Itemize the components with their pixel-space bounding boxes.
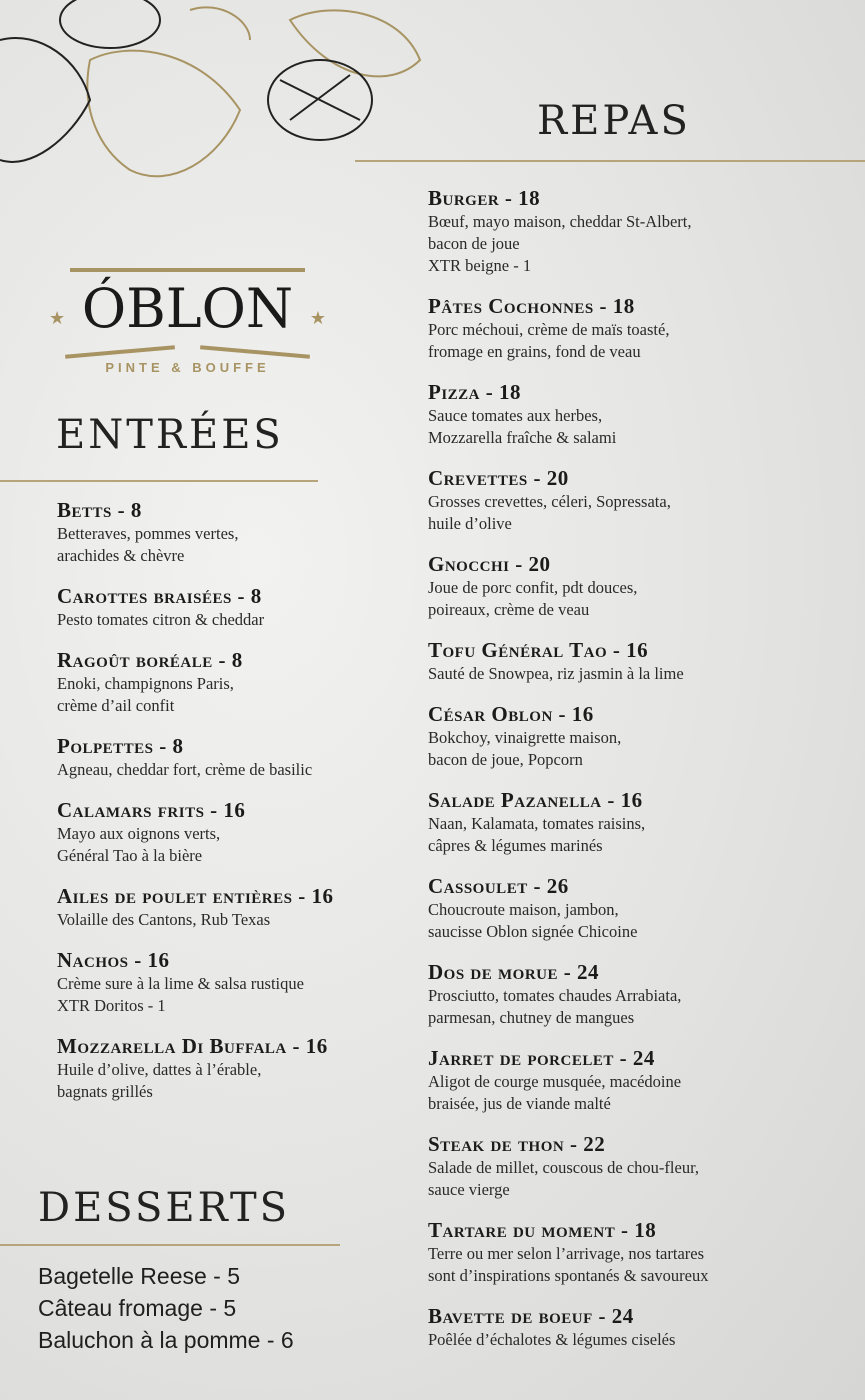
dessert-item: Câteau fromage - 5 [38, 1295, 237, 1321]
menu-item [57, 798, 397, 867]
menu-item [428, 186, 863, 277]
menu-item-title: Ragoût boréale - 8 [57, 648, 243, 672]
menu-item-description: Choucroute maison, jambon, saucisse Oblon signée Chicoine [428, 900, 638, 941]
menu-item-description: Aligot de courge musquée, macédoine braisée, jus de viande malté [428, 1072, 682, 1113]
menu-item-title: Tartare du moment - 18 [428, 1218, 657, 1242]
menu-item [428, 466, 863, 535]
menu-item-title: Steak de thon - 22 [428, 1132, 606, 1156]
menu-item [57, 884, 397, 931]
star-icon: ★ [309, 308, 326, 328]
menu-item [428, 294, 863, 363]
menu-item-title: Carottes braisées - 8 [57, 584, 262, 608]
menu-item-description: Pesto tomates citron & cheddar [57, 610, 265, 629]
menu-item-description: Prosciutto, tomates chaudes Arrabiata, parmesan, chutney de mangues [428, 986, 682, 1027]
menu-item [57, 584, 397, 631]
entrees-list [57, 498, 397, 1120]
menu-item [428, 874, 863, 943]
menu-item [57, 948, 397, 1017]
menu-item-description: Enoki, champignons Paris, crème d’ail confit [57, 674, 234, 715]
menu-item [57, 648, 397, 717]
menu-item-title: Cassoulet - 26 [428, 874, 569, 898]
hops-illustration [0, 0, 430, 210]
menu-item-description: Grosses crevettes, céleri, Sopressata, huile d’olive [428, 492, 671, 533]
logo-tagline: PINTE & BOUFFE [105, 360, 270, 375]
menu-item-description: Salade de millet, couscous de chou-fleur, sauce vierge [428, 1158, 700, 1199]
menu-item-description: Agneau, cheddar fort, crème de basilic [57, 760, 313, 779]
menu-item-description: Bœuf, mayo maison, cheddar St-Albert, bacon de joue XTR beigne - 1 [428, 212, 692, 275]
menu-item [428, 638, 863, 685]
menu-item-title: Salade Pazanella - 16 [428, 788, 643, 812]
dessert-item: Bagetelle Reese - 5 [38, 1263, 241, 1289]
menu-item [428, 1218, 863, 1287]
menu-item-description: Crème sure à la lime & salsa rustique XTR Doritos - 1 [57, 974, 304, 1015]
dessert-item: Baluchon à la pomme - 6 [38, 1327, 294, 1353]
menu-item-description: Bokchoy, vinaigrette maison, bacon de joue, Popcorn [428, 728, 622, 769]
menu-item-description: Naan, Kalamata, tomates raisins, câpres & légumes marinés [428, 814, 646, 855]
menu-item [428, 1046, 863, 1115]
menu-item-description: Sauce tomates aux herbes, Mozzarella fraîche & salami [428, 406, 617, 447]
menu-item [428, 380, 863, 449]
menu-item-title: Gnocchi - 20 [428, 552, 551, 576]
menu-item-title: Polpettes - 8 [57, 734, 184, 758]
menu-item-title: Ailes de poulet entières - 16 [57, 884, 334, 908]
logo [45, 210, 330, 390]
menu-item-title: Tofu Général Tao - 16 [428, 638, 649, 662]
menu-item [428, 1304, 863, 1351]
menu-item-description: Mayo aux oignons verts, Général Tao à la bière [57, 824, 221, 865]
menu-item [428, 960, 863, 1029]
menu-item-title: Pizza - 18 [428, 380, 522, 404]
divider [355, 160, 865, 162]
menu-item [428, 788, 863, 857]
entrees-heading: ENTRÉES [56, 412, 284, 458]
menu-item-description: Porc méchoui, crème de maïs toasté, fromage en grains, fond de veau [428, 320, 670, 361]
menu-item [428, 1132, 863, 1201]
menu-item-description: Volaille des Cantons, Rub Texas [57, 910, 271, 929]
desserts-list [38, 1260, 294, 1356]
divider [0, 480, 318, 482]
menu-item-title: Burger - 18 [428, 186, 541, 210]
menu-item-description: Sauté de Snowpea, riz jasmin à la lime [428, 664, 684, 683]
repas-list [428, 186, 863, 1368]
menu-item-description: Poêlée d’échalotes & légumes ciselés [428, 1330, 676, 1349]
menu-item [57, 1034, 397, 1103]
menu-item-title: Betts - 8 [57, 498, 142, 522]
menu-item [57, 498, 397, 567]
menu-item-title: Crevettes - 20 [428, 466, 569, 490]
star-icon: ★ [49, 308, 66, 328]
menu-item-title: Jarret de porcelet - 24 [428, 1046, 655, 1070]
menu-item [57, 734, 397, 781]
menu-item-title: Bavette de boeuf - 24 [428, 1304, 634, 1328]
menu-item-description: Terre ou mer selon l’arrivage, nos tartares sont d’inspirations spontanés & savoureux [428, 1244, 709, 1285]
menu-item-title: César Oblon - 16 [428, 702, 594, 726]
menu-item-title: Dos de morue - 24 [428, 960, 600, 984]
logo-name: ÓBLON [81, 277, 294, 340]
menu-item-description: Betteraves, pommes vertes, arachides & chèvre [57, 524, 239, 565]
desserts-heading: DESSERTS [38, 1185, 291, 1231]
menu-item [428, 552, 863, 621]
menu-item-title: Mozzarella Di Buffala - 16 [57, 1034, 328, 1058]
repas-heading: REPAS [537, 98, 691, 144]
menu-item-title: Pâtes Cochonnes - 18 [428, 294, 635, 318]
menu-item-description: Joue de porc confit, pdt douces, poireaux, crème de veau [428, 578, 638, 619]
menu-item [428, 702, 863, 771]
menu-item-title: Calamars frits - 16 [57, 798, 246, 822]
menu-item-title: Nachos - 16 [57, 948, 170, 972]
menu-item-description: Huile d’olive, dattes à l’érable, bagnats grillés [57, 1060, 262, 1101]
divider [0, 1244, 340, 1246]
